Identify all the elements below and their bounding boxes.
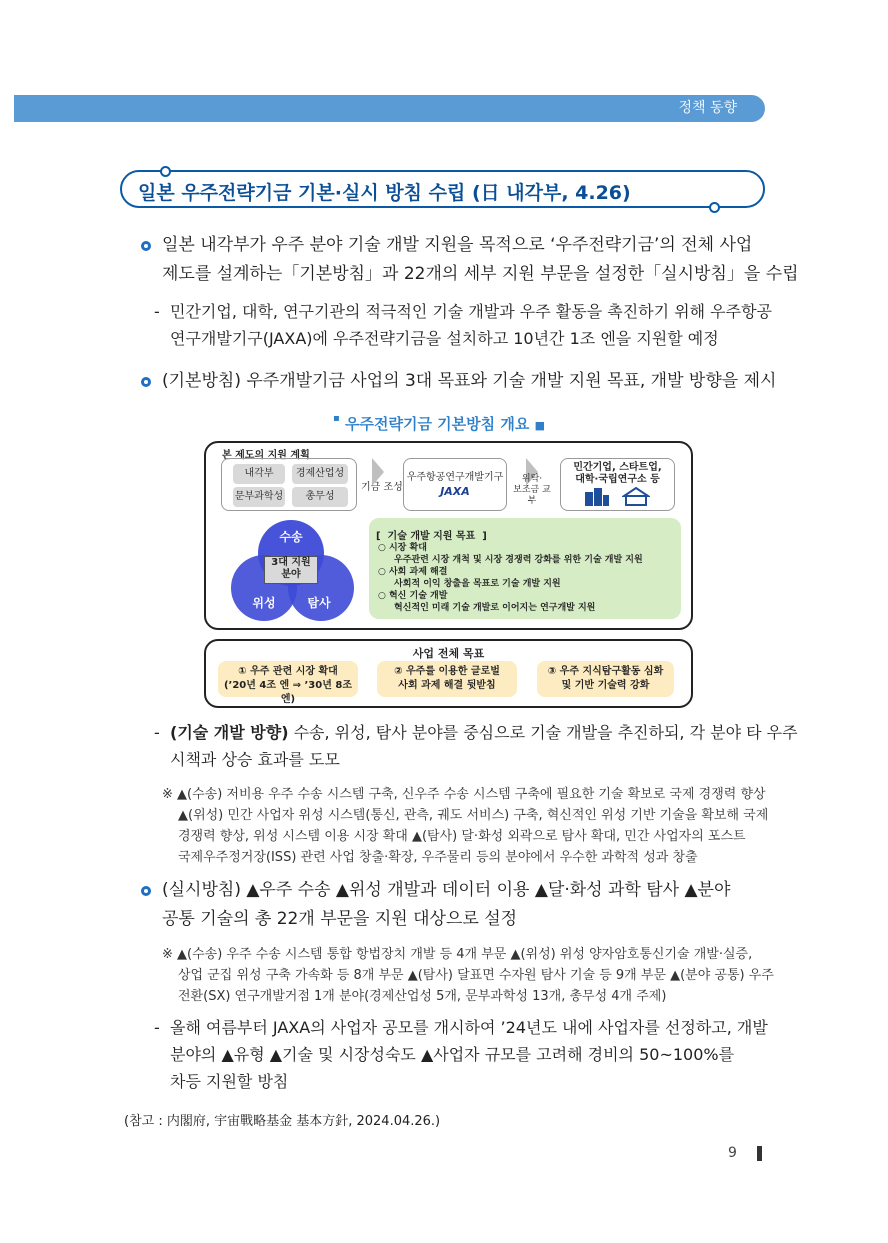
building-icon bbox=[584, 486, 610, 506]
goal-head: ○ 사회 과제 해결 bbox=[378, 567, 448, 577]
overall-goal-card: ② 우주를 이용한 글로벌 사회 과제 해결 뒷받침 bbox=[377, 661, 517, 697]
jaxa-logo: JAXA bbox=[440, 485, 470, 498]
header-band bbox=[14, 95, 765, 122]
goal-head: ○ 혁신 기술 개발 bbox=[378, 591, 448, 601]
dash-icon: - bbox=[154, 1018, 160, 1037]
overall-goals-title: 사업 전체 목표 bbox=[412, 647, 485, 660]
paragraph: (기본방침) 우주개발기금 사업의 3대 목표와 기술 개발 지원 목표, 개발 방향을 제시 bbox=[162, 371, 777, 391]
page-number: 9 bbox=[728, 1145, 737, 1161]
goals-list bbox=[378, 542, 643, 614]
goals-title: [ 기술 개발 지원 목표 ] bbox=[376, 531, 487, 542]
recipients-label: 민간기업, 스타트업, 대학·국립연구소 등 bbox=[573, 462, 662, 485]
ministry-chip: 경제산업성 bbox=[292, 464, 348, 484]
figure-title: ▪ 우주전략기금 기본방침 개요 ■ bbox=[333, 413, 545, 433]
bullet-icon bbox=[141, 241, 151, 251]
bullet-icon bbox=[141, 886, 151, 896]
bullet-icon bbox=[141, 377, 151, 387]
goal-desc: 혁신적인 미래 기술 개발로 이어지는 연구개발 지원 bbox=[394, 603, 596, 613]
overall-goal-card: ① 우주 관련 시장 확대 (’20년 4조 엔 ⇒ ’30년 8조 엔) bbox=[218, 661, 358, 697]
square-icon: ▪ bbox=[333, 413, 340, 424]
jaxa-label: 우주항공연구개발기구 bbox=[406, 472, 504, 483]
dash-paragraph: 올해 여름부터 JAXA의 사업자 공모를 개시하여 ’24년도 내에 사업자를 선정하고, 개발 분야의 ▲유형 ▲기술 및 시장성숙도 ▲사업자 규모를 고려해 경비의 50~100%를 차등 지원할 방침 bbox=[170, 1018, 768, 1091]
goal-desc: 사회적 이익 창출을 목표로 기술 개발 지원 bbox=[394, 579, 561, 589]
ministry-chip: 문부과학성 bbox=[233, 487, 285, 507]
paragraph: 일본 내각부가 우주 분야 기술 개발 지원을 목적으로 ‘우주전략기금’의 전체 사업 제도를 설계하는「기본방침」과 22개의 세부 지원 부문을 설정한「실시방침」을 수립 bbox=[162, 235, 799, 284]
arrow-label: 기금 조성 bbox=[361, 482, 403, 493]
venn-center-label: 3대 지원 분야 bbox=[264, 556, 318, 584]
footnote: ※ ▲(수송) 우주 수송 시스템 통합 항법장치 개발 등 4개 부문 ▲(위성) 위성 양자암호통신기술 개발·실증, 상업 군집 위성 구축 가속화 등 8개 부문 ▲(탐사) 달표면 수자원 탐사 기술 등 9개 부문 ▲(분야 공통) 우주 전환(SX) 연구개발거점 1개 분야(경제산업성 5개, 문부과학성 13개, 총무성 4개 주제) bbox=[162, 947, 774, 1004]
ministry-chip: 내각부 bbox=[233, 464, 285, 484]
school-icon bbox=[622, 487, 650, 506]
paragraph: (실시방침) ▲우주 수송 ▲위성 개발과 데이터 이용 ▲달·화성 과학 탐사 ▲분야 공통 기술의 총 22개 부문을 지원 대상으로 설정 bbox=[162, 880, 731, 929]
dash-paragraph: 민간기업, 대학, 연구기관의 적극적인 기술 개발과 우주 활동을 촉진하기 위해 우주항공 연구개발기구(JAXA)에 우주전략기금을 설치하고 10년간 1조 엔을 지원할 예정 bbox=[170, 302, 772, 348]
reference: (참고 : 内閣府, 宇宙戰略基金 基本方針, 2024.04.26.) bbox=[124, 1114, 441, 1129]
venn-label-top: 수송 bbox=[279, 530, 303, 544]
goal-head: ○ 시장 확대 bbox=[378, 543, 427, 553]
overall-goal-card: ③ 우주 지식탐구활동 심화 및 기반 기술력 강화 bbox=[537, 661, 674, 697]
title-frame-dot bbox=[160, 166, 171, 177]
arrow-icon bbox=[372, 458, 384, 486]
ministry-chip: 총무성 bbox=[292, 487, 348, 507]
square-icon: ■ bbox=[534, 419, 545, 432]
dash-icon: - bbox=[154, 302, 160, 321]
dash-icon: - bbox=[154, 723, 160, 742]
dash-paragraph: (기술 개발 방향) 수송, 위성, 탐사 분야를 중심으로 기술 개발을 추진하되, 각 분야 타 우주 시책과 상승 효과를 도모 bbox=[170, 723, 798, 769]
venn-label-left: 위성 bbox=[252, 596, 276, 610]
goal-desc: 우주관련 시장 개척 및 시장 경쟁력 강화를 위한 기술 개발 지원 bbox=[394, 555, 643, 565]
page-marker-icon bbox=[757, 1146, 762, 1161]
footnote: ※ ▲(수송) 저비용 우주 수송 시스템 구축, 신우주 수송 시스템 구축에 필요한 기술 확보로 국제 경쟁력 향상 ▲(위성) 민간 사업자 위성 시스템(통신, 관측, 궤도 서비스) 구축, 혁신적인 위성 기반 기술을 확보해 국제 경쟁력 향상, 위성 시스템 이용 시장 확대 ▲(탐사) 달·화성 외곽으로 탐사 확대, 민간 사업자의 포스트 국제우주정거장(ISS) 관련 사업 창출·확장, 우주물리 등의 분야에서 우수한 과학적 성과 창출 bbox=[162, 787, 769, 865]
support-plan-label: 본 제도의 지원 계획 bbox=[222, 450, 310, 461]
section-label: 정책 동향 bbox=[678, 100, 737, 116]
article-title: 일본 우주전략기금 기본·실시 방침 수립 (日 내각부, 4.26) bbox=[138, 182, 631, 204]
title-frame-dot bbox=[709, 202, 720, 213]
venn-label-right: 탐사 bbox=[307, 596, 331, 610]
arrow-label: 위탁· 보조금 교부 bbox=[513, 474, 551, 506]
